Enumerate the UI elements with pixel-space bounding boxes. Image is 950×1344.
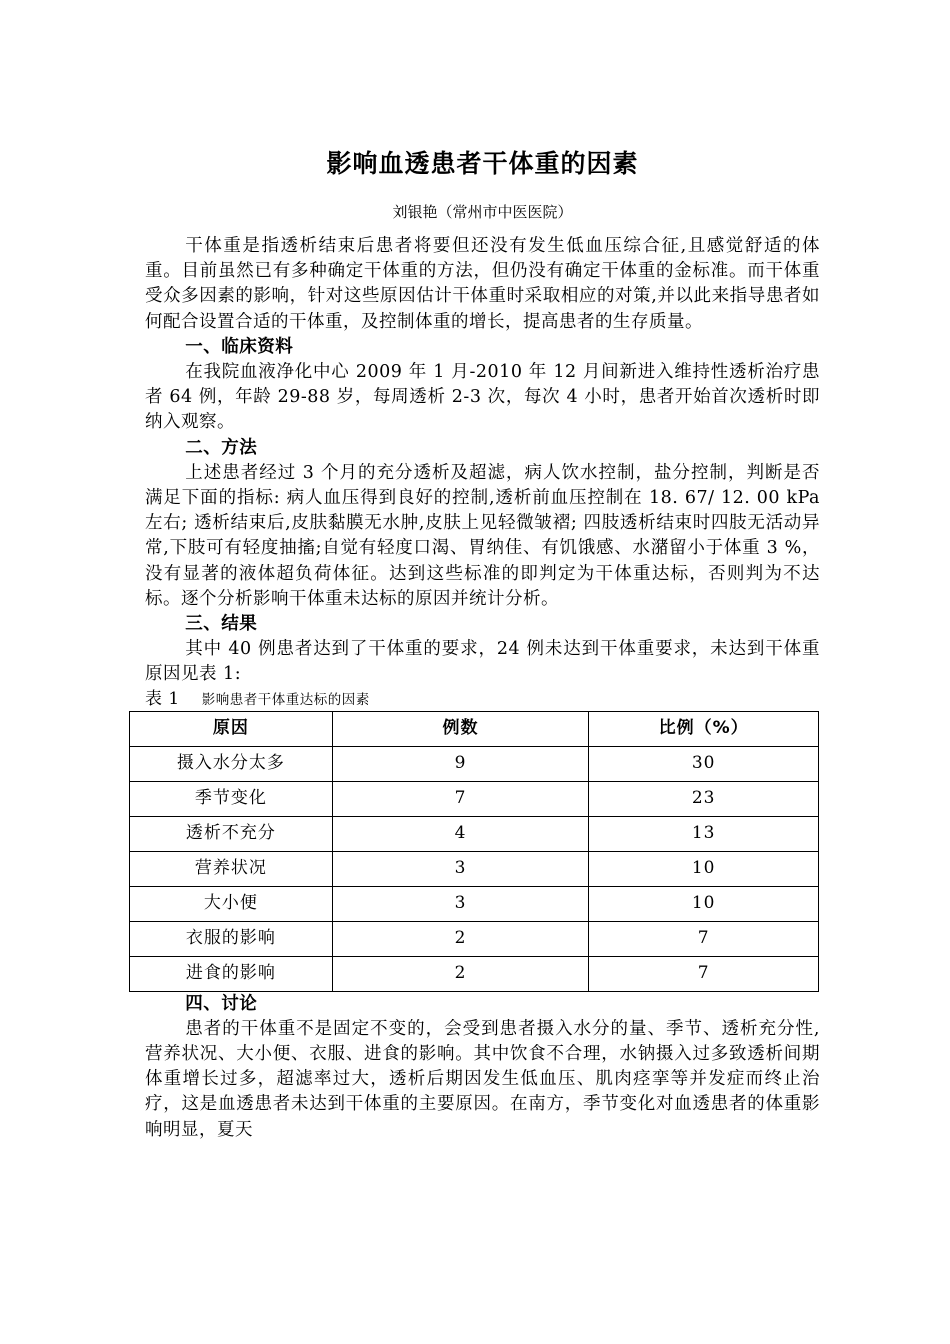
cell-cases: 2 — [332, 956, 589, 991]
section-heading-results: 三、结果 — [185, 614, 258, 635]
cell-ratio: 13 — [589, 816, 819, 851]
cell-reason: 透析不充分 — [130, 816, 333, 851]
cell-ratio: 30 — [589, 746, 819, 781]
section-heading-clinical: 一、临床资料 — [185, 336, 294, 357]
cell-reason: 摄入水分太多 — [130, 746, 333, 781]
cell-cases: 3 — [332, 851, 589, 886]
clinical-paragraph: 在我院血液净化中心 2009 年 1 月-2010 年 12 月间新进入维持性透析治疗患者 64 例，年龄 29-88 岁，每周透析 2-3 次，每次 4 小时，患者开始首次透析时即纳入观察。 — [145, 362, 820, 433]
cell-reason: 季节变化 — [130, 781, 333, 816]
table-caption-number: 表 1 — [145, 688, 180, 709]
method-paragraph: 上述患者经过 3 个月的充分透析及超滤，病人饮水控制，盐分控制，判断是否满足下面的指标: 病人血压得到良好的控制,透析前血压控制在 18. 67/ 12. 00 kPa 左右; 透析结束后,皮肤黏膜无水肿,皮肤上见轻微皱褶; 四肢透析结束时四肢无活动异常,下肢可有轻度抽搐;自觉有轻度口渴、胃纳佳、有饥饿感、水潴留小于体重 3 %，没有显著的液体超负荷体征。达到这些标准的即判定为干体重达标，否则判为不达标。逐个分析影响干体重未达标的原因并统计分析。 — [145, 462, 820, 609]
results-paragraph: 其中 40 例患者达到了干体重的要求，24 例未达到干体重要求，未达到干体重原因见表 1: — [145, 639, 820, 685]
table-row — [130, 886, 819, 921]
document-body — [145, 234, 820, 1143]
cell-cases: 4 — [332, 816, 589, 851]
author-line: 刘银艳（常州市中医医院） — [392, 203, 573, 221]
cell-reason: 营养状况 — [130, 851, 333, 886]
cell-reason: 进食的影响 — [130, 956, 333, 991]
cell-cases: 9 — [332, 746, 589, 781]
table-caption — [145, 688, 820, 711]
table-row — [130, 781, 819, 816]
cell-ratio: 7 — [589, 956, 819, 991]
cell-ratio: 10 — [589, 886, 819, 921]
header-ratio: 比例（%） — [589, 711, 819, 746]
section-heading-discussion: 四、讨论 — [185, 993, 258, 1014]
cell-reason: 衣服的影响 — [130, 921, 333, 956]
section-heading-method: 二、方法 — [185, 437, 258, 458]
cell-cases: 7 — [332, 781, 589, 816]
cell-ratio: 7 — [589, 921, 819, 956]
cell-ratio: 23 — [589, 781, 819, 816]
cell-cases: 2 — [332, 921, 589, 956]
cell-cases: 3 — [332, 886, 589, 921]
discussion-paragraph: 患者的干体重不是固定不变的，会受到患者摄入水分的量、季节、透析充分性,营养状况、大小便、衣服、进食的影响。其中饮食不合理，水钠摄入过多致透析间期体重增长过多，超滤率过大，透析后期因发生低血压、肌肉痉挛等并发症而终止治疗，这是血透患者未达到干体重的主要原因。在南方，季节变化对血透患者的体重影响明显，夏天 — [145, 1018, 820, 1140]
cell-ratio: 10 — [589, 851, 819, 886]
cell-reason: 大小便 — [130, 886, 333, 921]
intro-paragraph: 干体重是指透析结束后患者将要但还没有发生低血压综合征,且感觉舒适的体重。目前虽然已有多种确定干体重的方法，但仍没有确定干体重的金标准。而干体重受众多因素的影响，针对这些原因估计干体重时采取相应的对策,并以此来指导患者如何配合设置合适的干体重，及控制体重的增长，提高患者的生存质量。 — [145, 236, 820, 332]
factors-table — [129, 711, 819, 992]
table-row — [130, 956, 819, 991]
document-title: 影响血透患者干体重的因素 — [326, 149, 639, 178]
table-header-row — [130, 711, 819, 746]
table-row — [130, 816, 819, 851]
header-cases: 例数 — [332, 711, 589, 746]
header-reason: 原因 — [130, 711, 333, 746]
table-caption-text: 影响患者干体重达标的因素 — [201, 691, 370, 708]
table-row — [130, 851, 819, 886]
table-row — [130, 746, 819, 781]
table-row — [130, 921, 819, 956]
